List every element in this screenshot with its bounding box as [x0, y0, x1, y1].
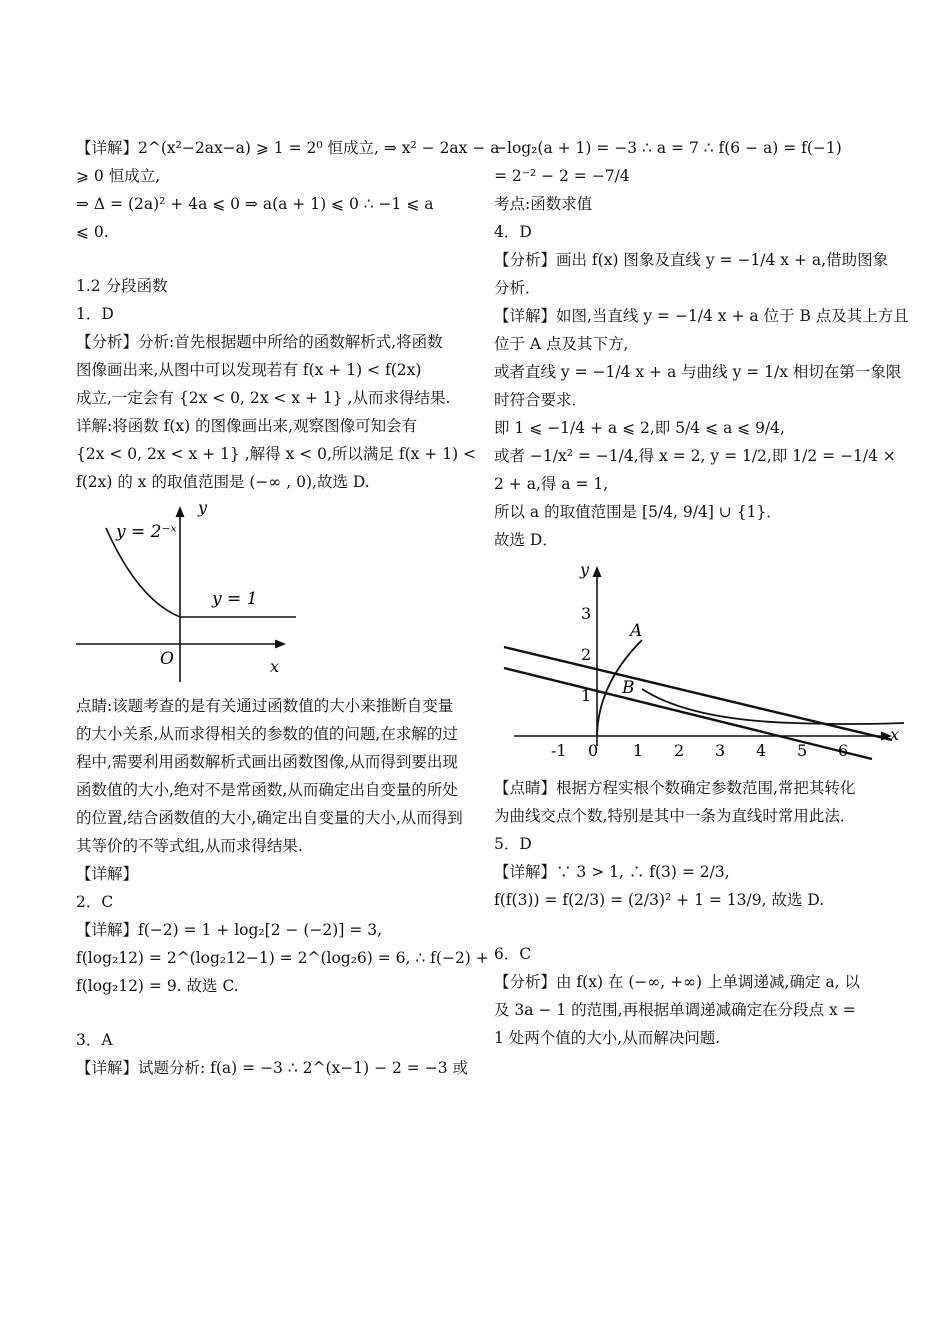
x-tick-label: 3: [715, 741, 726, 760]
detail-line: 【详解】f(−2) = 1 + log₂[2 − (−2)] = 3,: [76, 921, 383, 939]
question-number: 4．D: [494, 223, 532, 241]
x-tick-label: -1: [551, 741, 567, 760]
analysis-line: 【分析】由 f(x) 在 (−∞, +∞) 上单调递减,确定 a, 以: [494, 973, 860, 991]
detail-line: 【详解】如图,当直线 y = −1/4 x + a 位于 B 点及其上方且: [494, 307, 909, 325]
y-tick-label: 1: [581, 686, 592, 705]
origin-label: O: [160, 649, 174, 669]
analysis-line: 成立,一定会有 {2x < 0, 2x < x + 1} ,从而求得结果.: [76, 389, 451, 407]
analysis-line: 及 3a − 1 的范围,再根据单调递减确定在分段点 x =: [494, 1001, 856, 1019]
detail-line: 【详解】∵ 3 > 1, ∴ f(3) = 2/3,: [494, 863, 730, 881]
comment-line: 为曲线交点个数,特别是其中一条为直线时常用此法．: [494, 807, 856, 825]
x-tick-label: 2: [674, 741, 685, 760]
detail-tag: 【详解】: [76, 865, 139, 883]
detail-line: f(2x) 的 x 的取值范围是 (−∞ , 0),故选 D.: [76, 473, 370, 491]
detail-line: {2x < 0, 2x < x + 1} ,解得 x < 0,所以满足 f(x + 1) <: [76, 445, 477, 463]
detail-line: f(log₂12) = 2^(log₂12−1) = 2^(log₂6) = 6, ∴ f(−2) +: [76, 949, 489, 967]
analysis-line: 分析．: [494, 279, 541, 297]
y-tick-labels: [581, 604, 591, 705]
line-label: y = 1: [212, 589, 258, 609]
detail-line: 2 + a,得 a = 1,: [494, 475, 609, 493]
y-axis-label: y: [198, 504, 208, 517]
x-tick-label: 0: [588, 741, 599, 760]
comment-line: 【点睛】根据方程实根个数确定参数范围,常把其转化: [494, 779, 856, 797]
x-tick-label: 5: [797, 741, 808, 760]
x-axis-label: x: [270, 657, 280, 676]
exam-point: 考点:函数求值: [494, 195, 593, 213]
analysis-line: 1 处两个值的大小,从而解决问题.: [494, 1029, 721, 1047]
detail-line: 所以 a 的取值范围是 [5/4, 9/4] ∪ {1}．: [494, 503, 782, 521]
point-label-b: B: [622, 678, 635, 698]
comment-paragraph: 点睛:该题考查的是有关通过函数值的大小来推断自变量的大小关系,从而求得相关的参数的值的问题,在求解的过程中,需要利用函数解析式画出函数图像,从而得到要出现函数值的大小,绝对不是常函数,从而确定出自变量的所处的位置,结合函数值的大小,确定出自变量的大小,从而得到其等价的不等式组,从而求得结果.: [76, 697, 463, 855]
detail-line: 【详解】试题分析: f(a) = −3 ∴ 2^(x−1) − 2 = −3 或: [76, 1059, 468, 1077]
detail-line: 时符合要求．: [494, 391, 588, 409]
y-tick-label: 2: [581, 645, 592, 664]
left-column: [76, 134, 500, 1082]
curve-label: y = 2⁻ˣ: [116, 522, 177, 542]
detail-line: f(f(3)) = f(2/3) = (2/3)² + 1 = 13/9, 故选 D.: [494, 891, 825, 909]
solution-line: ⇒ Δ = (2a)² + 4a ⩽ 0 ⇒ a(a + 1) ⩽ 0 ∴ −1 ⩽ a: [76, 195, 434, 213]
detail-line: = 2⁻² − 2 = −7/4: [494, 167, 630, 185]
question-number: 3．A: [76, 1031, 113, 1049]
detail-line: 或者直线 y = −1/4 x + a 与曲线 y = 1/x 相切在第一象限: [494, 363, 902, 381]
curve-reciprocal: [642, 689, 904, 724]
detail-line: 详解:将函数 f(x) 的图像画出来,观察图像可知会有: [76, 417, 418, 435]
solution-line: ⩾ 0 恒成立,: [76, 167, 161, 185]
detail-line: −log₂(a + 1) = −3 ∴ a = 7 ∴ f(6 − a) = f(−1): [494, 139, 842, 157]
question-number: 5．D: [494, 835, 532, 853]
right-column: [494, 134, 909, 1052]
detail-line: 位于 A 点及其下方,: [494, 335, 629, 353]
x-axis-label: x: [890, 725, 900, 744]
x-tick-label: 6: [838, 741, 849, 760]
analysis-line: 【分析】分析:首先根据题中所给的函数解析式,将函数: [76, 333, 443, 351]
section-title: 1.2 分段函数: [76, 277, 168, 295]
y-tick-label: 3: [581, 604, 592, 623]
solution-line: ⩽ 0.: [76, 223, 109, 241]
detail-line: 或者 −1/x² = −1/4,得 x = 2, y = 1/2,即 1/2 = −1/4 ×: [494, 447, 896, 465]
y-axis-arrow: [176, 506, 185, 517]
figure-line-curve-graph: [494, 560, 904, 770]
x-tick-label: 1: [633, 741, 644, 760]
question-number: 1．D: [76, 305, 114, 323]
detail-line: 故选 D．: [494, 531, 558, 549]
y-axis-arrow: [593, 566, 602, 577]
analysis-line: 【分析】画出 f(x) 图象及直线 y = −1/4 x + a,借助图象: [494, 251, 889, 269]
x-axis-arrow: [275, 640, 286, 649]
x-tick-label: 4: [756, 741, 767, 760]
point-label-a: A: [630, 621, 643, 641]
detail-line: 即 1 ⩽ −1/4 + a ⩽ 2,即 5/4 ⩽ a ⩽ 9/4,: [494, 419, 785, 437]
x-tick-labels: [551, 741, 848, 760]
upper-line: [504, 647, 892, 740]
solution-line: 【详解】2^(x²−2ax−a) ⩾ 1 = 2⁰ 恒成立, ⇒ x² − 2ax − a: [76, 139, 500, 157]
y-axis-label: y: [580, 560, 590, 579]
analysis-line: 图像画出来,从图中可以发现若有 f(x + 1) < f(2x): [76, 361, 422, 379]
detail-line: f(log₂12) = 9. 故选 C.: [76, 977, 239, 995]
curve-sqrt: [597, 640, 642, 736]
question-number: 2．C: [76, 893, 114, 911]
figure-exponential-graph: [76, 504, 316, 686]
question-number: 6．C: [494, 945, 532, 963]
